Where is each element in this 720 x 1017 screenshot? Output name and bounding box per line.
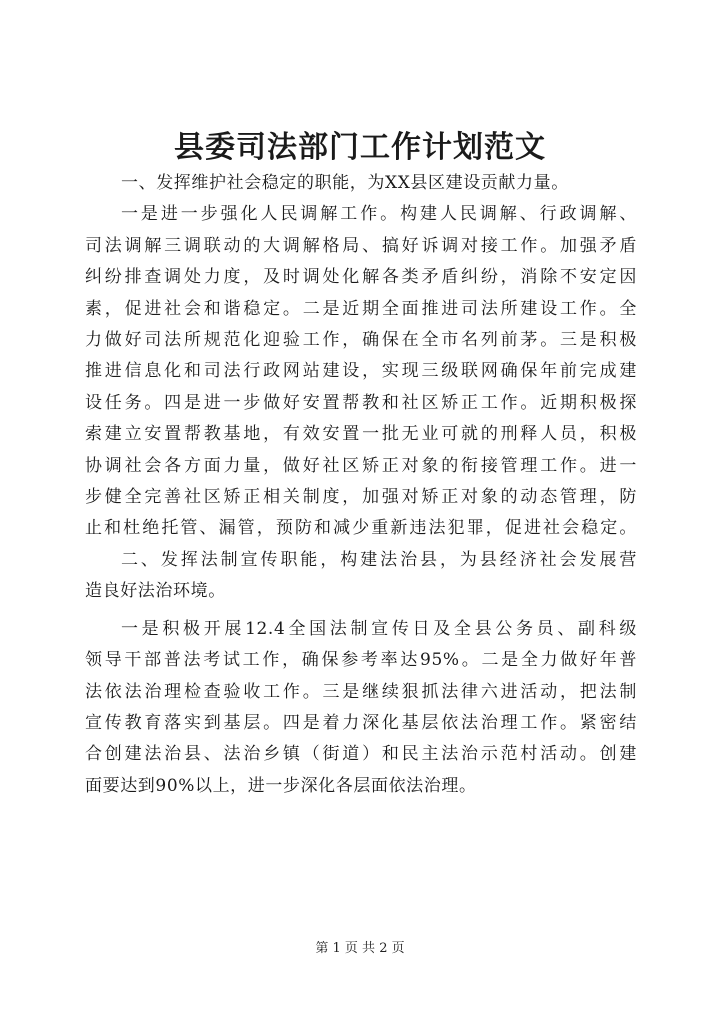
paragraph-line: 二、发挥法制宣传职能，构建法治县，为县经济社会发展营 xyxy=(121,549,637,570)
paragraph-line: 推进信息化和司法行政网站建设，实现三级联网确保年前完成建 xyxy=(85,361,637,382)
paragraph-line: 造良好法治环境。 xyxy=(85,581,226,602)
paragraph-line: 一是进一步强化人民调解工作。构建人民调解、行政调解、 xyxy=(121,204,637,225)
page-number-footer: 第 1 页 共 2 页 xyxy=(315,941,405,956)
paragraph-line: 一是积极开展12.4全国法制宣传日及全县公务员、副科级 xyxy=(121,618,637,639)
paragraph-line: 合创建法治县、法治乡镇（街道）和民主法治示范村活动。创建 xyxy=(85,744,637,765)
paragraph-line: 协调社会各方面力量，做好社区矫正对象的衔接管理工作。进一 xyxy=(85,455,637,476)
paragraph-line: 领导干部普法考试工作，确保参考率达95%。二是全力做好年普 xyxy=(85,650,637,671)
paragraph-line: 纠纷排查调处力度，及时调处化解各类矛盾纠纷，消除不安定因 xyxy=(85,267,637,288)
paragraph-line: 素，促进社会和谐稳定。二是近期全面推进司法所建设工作。全 xyxy=(85,298,637,319)
paragraph-2 xyxy=(85,199,637,544)
paragraph-4 xyxy=(85,614,637,802)
document-body xyxy=(85,168,637,802)
paragraph-line: 面要达到90%以上，进一步深化各层面依法治理。 xyxy=(85,775,477,796)
paragraph-line: 司法调解三调联动的大调解格局、搞好诉调对接工作。加强矛盾 xyxy=(85,235,637,256)
paragraph-3 xyxy=(85,545,637,608)
paragraph-line: 索建立安置帮教基地，有效安置一批无业可就的刑释人员，积极 xyxy=(85,424,637,445)
paragraph-line: 设任务。四是进一步做好安置帮教和社区矫正工作。近期积极探 xyxy=(85,392,637,413)
paragraph-1 xyxy=(85,168,637,199)
paragraph-line: 步健全完善社区矫正相关制度，加强对矫正对象的动态管理，防 xyxy=(85,487,637,508)
paragraph-line: 一、发挥维护社会稳定的职能，为XX县区建设贡献力量。 xyxy=(121,173,569,193)
paragraph-line: 力做好司法所规范化迎验工作，确保在全市名列前茅。三是积极 xyxy=(85,330,637,351)
document-title: 县委司法部门工作计划范文 xyxy=(174,130,546,165)
paragraph-line: 止和杜绝托管、漏管，预防和减少重新违法犯罪，促进社会稳定。 xyxy=(85,518,637,539)
paragraph-line: 宣传教育落实到基层。四是着力深化基层依法治理工作。紧密结 xyxy=(85,712,637,733)
paragraph-line: 法依法治理检查验收工作。三是继续狠抓法律六进活动，把法制 xyxy=(85,681,637,702)
